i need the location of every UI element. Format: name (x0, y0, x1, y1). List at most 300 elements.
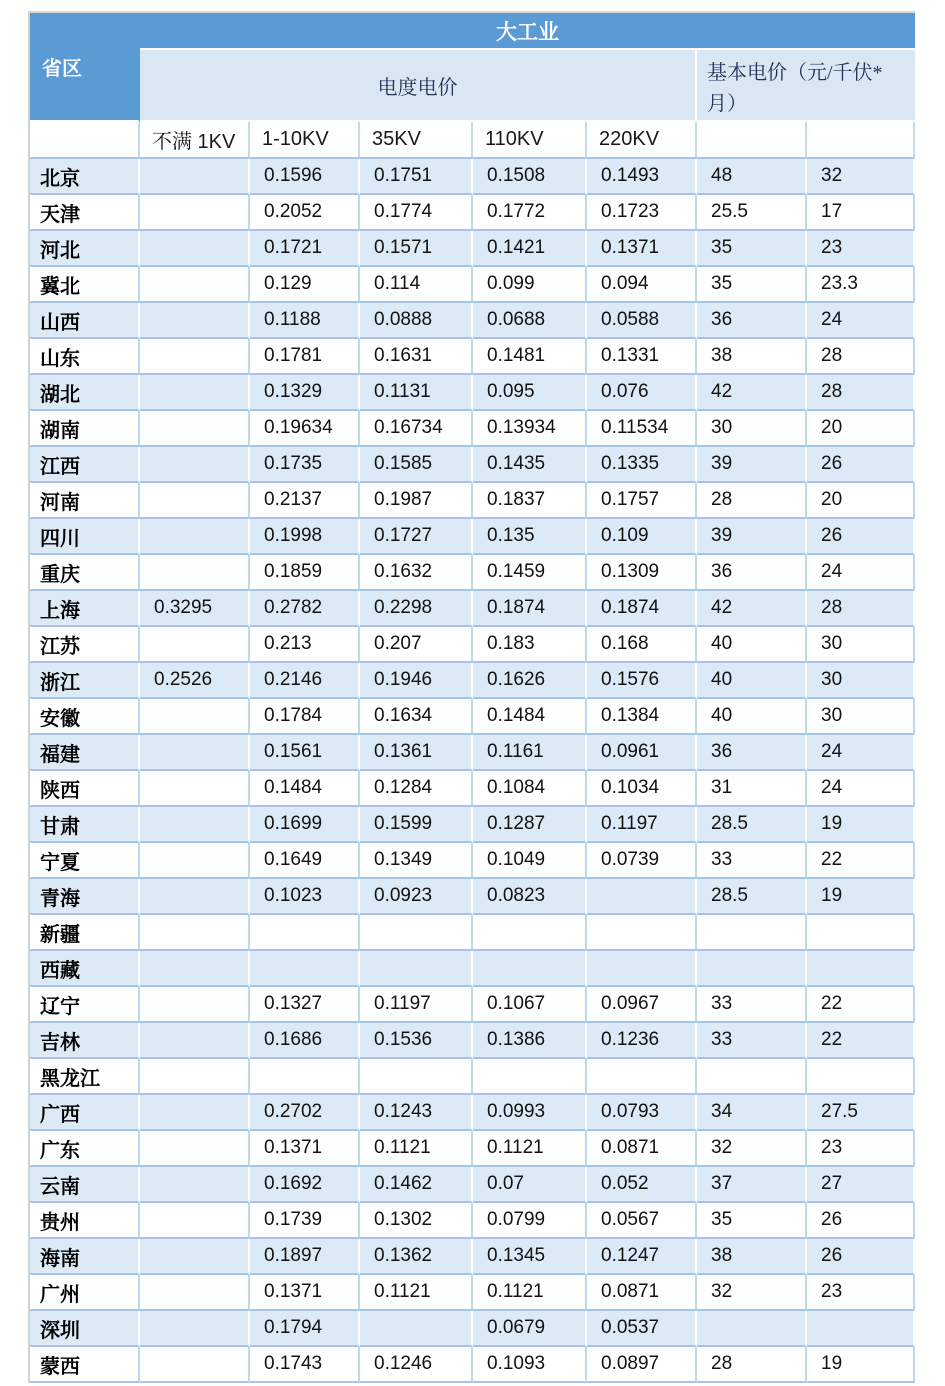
price-110kv-cell: 0.1121 (473, 1131, 587, 1167)
price-220kv-cell: 0.0897 (587, 1347, 697, 1383)
province-cell: 湖南 (30, 411, 140, 447)
price-35kv-cell: 0.2298 (360, 591, 473, 627)
price-110kv-cell (473, 951, 587, 987)
voltage-header-220kv: 220KV (587, 122, 697, 159)
basic-price-cell-2: 24 (807, 555, 915, 591)
price-220kv-cell: 0.0871 (587, 1275, 697, 1311)
basic-price-cell-1: 31 (697, 771, 807, 807)
price-under-1kv-cell (140, 1239, 250, 1275)
price-under-1kv-cell (140, 447, 250, 483)
price-110kv-cell: 0.0679 (473, 1311, 587, 1347)
table-row (30, 843, 915, 879)
basic-price-cell-2: 30 (807, 699, 915, 735)
price-1-10kv-cell: 0.1897 (250, 1239, 360, 1275)
basic-price-cell-1: 36 (697, 735, 807, 771)
price-1-10kv-cell: 0.1649 (250, 843, 360, 879)
price-under-1kv-cell (140, 483, 250, 519)
basic-price-cell-2: 26 (807, 447, 915, 483)
province-cell: 上海 (30, 591, 140, 627)
price-110kv-cell: 0.1067 (473, 987, 587, 1023)
price-35kv-cell: 0.1632 (360, 555, 473, 591)
price-1-10kv-cell: 0.1484 (250, 771, 360, 807)
price-under-1kv-cell (140, 303, 250, 339)
price-110kv-cell: 0.1772 (473, 195, 587, 231)
price-110kv-cell: 0.1508 (473, 159, 587, 195)
price-under-1kv-cell (140, 771, 250, 807)
price-1-10kv-cell: 0.1561 (250, 735, 360, 771)
price-35kv-cell: 0.114 (360, 267, 473, 303)
price-1-10kv-cell (250, 951, 360, 987)
basic-price-cell-1: 42 (697, 591, 807, 627)
price-110kv-cell: 0.13934 (473, 411, 587, 447)
basic-price-cell-1: 30 (697, 411, 807, 447)
price-220kv-cell: 0.076 (587, 375, 697, 411)
table-row (30, 807, 915, 843)
basic-price-cell-1: 40 (697, 663, 807, 699)
table-row (30, 1095, 915, 1131)
price-35kv-cell (360, 951, 473, 987)
price-110kv-cell: 0.1121 (473, 1275, 587, 1311)
table-row (30, 1203, 915, 1239)
basic-price-cell-1: 35 (697, 231, 807, 267)
province-cell: 黑龙江 (30, 1059, 140, 1095)
price-220kv-cell: 0.1034 (587, 771, 697, 807)
price-under-1kv-cell (140, 231, 250, 267)
basic-price-cell-1: 48 (697, 159, 807, 195)
table-row (30, 627, 915, 663)
province-cell: 宁夏 (30, 843, 140, 879)
table-row (30, 1131, 915, 1167)
price-35kv-cell: 0.0923 (360, 879, 473, 915)
province-cell: 天津 (30, 195, 140, 231)
table-row (30, 1167, 915, 1203)
table-row (30, 915, 915, 951)
price-1-10kv-cell: 0.1794 (250, 1311, 360, 1347)
table-row (30, 951, 915, 987)
province-cell: 新疆 (30, 915, 140, 951)
price-220kv-cell: 0.109 (587, 519, 697, 555)
basic-price-cell-1: 28 (697, 483, 807, 519)
price-1-10kv-cell: 0.1327 (250, 987, 360, 1023)
province-cell: 云南 (30, 1167, 140, 1203)
basic-price-cell-1: 36 (697, 303, 807, 339)
table-row (30, 1311, 915, 1347)
price-1-10kv-cell: 0.1743 (250, 1347, 360, 1383)
price-220kv-cell: 0.0967 (587, 987, 697, 1023)
price-1-10kv-cell: 0.1371 (250, 1275, 360, 1311)
price-220kv-cell: 0.1236 (587, 1023, 697, 1059)
province-cell: 河南 (30, 483, 140, 519)
province-cell: 河北 (30, 231, 140, 267)
province-cell: 甘肃 (30, 807, 140, 843)
price-220kv-cell: 0.0871 (587, 1131, 697, 1167)
basic-price-cell-1: 39 (697, 447, 807, 483)
province-cell: 山西 (30, 303, 140, 339)
table-row (30, 1239, 915, 1275)
price-35kv-cell: 0.1131 (360, 375, 473, 411)
price-35kv-cell: 0.1536 (360, 1023, 473, 1059)
price-under-1kv-cell (140, 1275, 250, 1311)
table-row (30, 1347, 915, 1383)
province-cell: 西藏 (30, 951, 140, 987)
price-110kv-cell: 0.1435 (473, 447, 587, 483)
price-220kv-cell: 0.1371 (587, 231, 697, 267)
basic-price-cell-1 (697, 1059, 807, 1095)
price-under-1kv-cell (140, 411, 250, 447)
price-220kv-cell: 0.1335 (587, 447, 697, 483)
price-35kv-cell: 0.207 (360, 627, 473, 663)
price-220kv-cell: 0.1384 (587, 699, 697, 735)
price-220kv-cell: 0.1874 (587, 591, 697, 627)
header-row-voltage (30, 122, 915, 159)
price-under-1kv-cell (140, 1095, 250, 1131)
price-220kv-cell: 0.1757 (587, 483, 697, 519)
price-1-10kv-cell: 0.213 (250, 627, 360, 663)
province-cell: 陕西 (30, 771, 140, 807)
province-cell: 广州 (30, 1275, 140, 1311)
price-1-10kv-cell: 0.1735 (250, 447, 360, 483)
basic-price-cell-1: 33 (697, 1023, 807, 1059)
price-35kv-cell: 0.1727 (360, 519, 473, 555)
group-header-basic-price: 基本电价（元/千伏*月） (697, 50, 915, 122)
price-under-1kv-cell (140, 735, 250, 771)
price-1-10kv-cell: 0.1784 (250, 699, 360, 735)
basic-price-cell-2: 24 (807, 771, 915, 807)
price-under-1kv-cell (140, 1131, 250, 1167)
basic-price-cell-1: 36 (697, 555, 807, 591)
province-cell: 四川 (30, 519, 140, 555)
price-under-1kv-cell (140, 807, 250, 843)
price-220kv-cell: 0.1247 (587, 1239, 697, 1275)
header-row-title (30, 13, 915, 50)
table-body (30, 159, 915, 1383)
table-row (30, 663, 915, 699)
voltage-header-35kv: 35KV (360, 122, 473, 159)
table-row (30, 339, 915, 375)
province-cell: 冀北 (30, 267, 140, 303)
price-1-10kv-cell (250, 915, 360, 951)
province-cell: 广西 (30, 1095, 140, 1131)
price-1-10kv-cell: 0.1596 (250, 159, 360, 195)
price-110kv-cell: 0.099 (473, 267, 587, 303)
price-under-1kv-cell (140, 267, 250, 303)
price-220kv-cell (587, 915, 697, 951)
price-1-10kv-cell: 0.1998 (250, 519, 360, 555)
table-row (30, 1275, 915, 1311)
price-220kv-cell: 0.1309 (587, 555, 697, 591)
basic-price-cell-1: 40 (697, 627, 807, 663)
price-under-1kv-cell (140, 1023, 250, 1059)
price-1-10kv-cell: 0.2137 (250, 483, 360, 519)
province-cell: 江西 (30, 447, 140, 483)
price-110kv-cell: 0.0823 (473, 879, 587, 915)
basic-price-cell-2: 24 (807, 303, 915, 339)
table-row (30, 1023, 915, 1059)
price-110kv-cell: 0.183 (473, 627, 587, 663)
price-220kv-cell: 0.11534 (587, 411, 697, 447)
price-110kv-cell: 0.1837 (473, 483, 587, 519)
basic-price-cell-2 (807, 1059, 915, 1095)
basic-price-cell-2: 24 (807, 735, 915, 771)
province-cell: 贵州 (30, 1203, 140, 1239)
price-1-10kv-cell: 0.2702 (250, 1095, 360, 1131)
price-220kv-cell (587, 951, 697, 987)
price-35kv-cell: 0.1362 (360, 1239, 473, 1275)
price-110kv-cell: 0.135 (473, 519, 587, 555)
table-row (30, 771, 915, 807)
price-110kv-cell: 0.1421 (473, 231, 587, 267)
basic-price-cell-2: 30 (807, 663, 915, 699)
price-220kv-cell: 0.094 (587, 267, 697, 303)
price-110kv-cell (473, 1059, 587, 1095)
price-220kv-cell: 0.0793 (587, 1095, 697, 1131)
price-1-10kv-cell: 0.129 (250, 267, 360, 303)
price-under-1kv-cell (140, 879, 250, 915)
province-cell: 安徽 (30, 699, 140, 735)
price-35kv-cell: 0.1987 (360, 483, 473, 519)
basic-price-cell-1: 28.5 (697, 879, 807, 915)
price-under-1kv-cell (140, 519, 250, 555)
corner-header-province: 省区 (30, 13, 140, 122)
price-under-1kv-cell (140, 1311, 250, 1347)
table-header (30, 13, 915, 159)
price-35kv-cell (360, 915, 473, 951)
price-35kv-cell: 0.1197 (360, 987, 473, 1023)
basic-price-cell-2: 23 (807, 231, 915, 267)
table-row (30, 267, 915, 303)
province-cell: 湖北 (30, 375, 140, 411)
price-under-1kv-cell (140, 987, 250, 1023)
table-row (30, 735, 915, 771)
basic-price-cell-1: 42 (697, 375, 807, 411)
basic-price-cell-2: 28 (807, 339, 915, 375)
price-35kv-cell: 0.1284 (360, 771, 473, 807)
price-under-1kv-cell (140, 843, 250, 879)
table-row (30, 555, 915, 591)
price-110kv-cell: 0.1345 (473, 1239, 587, 1275)
province-cell: 海南 (30, 1239, 140, 1275)
basic-price-cell-1: 39 (697, 519, 807, 555)
price-under-1kv-cell (140, 1203, 250, 1239)
price-1-10kv-cell: 0.1859 (250, 555, 360, 591)
basic-price-cell-2: 20 (807, 483, 915, 519)
basic-price-cell-1: 33 (697, 987, 807, 1023)
voltage-header-1-10kv: 1-10KV (250, 122, 360, 159)
province-cell: 辽宁 (30, 987, 140, 1023)
province-cell: 浙江 (30, 663, 140, 699)
price-35kv-cell: 0.1571 (360, 231, 473, 267)
price-110kv-cell: 0.0993 (473, 1095, 587, 1131)
price-35kv-cell: 0.1634 (360, 699, 473, 735)
province-cell: 吉林 (30, 1023, 140, 1059)
table-row (30, 519, 915, 555)
basic-price-cell-2 (807, 1311, 915, 1347)
province-cell: 广东 (30, 1131, 140, 1167)
table-row (30, 483, 915, 519)
price-35kv-cell: 0.1121 (360, 1275, 473, 1311)
price-220kv-cell: 0.0588 (587, 303, 697, 339)
price-under-1kv-cell: 0.2526 (140, 663, 250, 699)
basic-price-cell-2: 17 (807, 195, 915, 231)
price-35kv-cell: 0.1751 (360, 159, 473, 195)
basic-price-subheader-1 (697, 122, 807, 159)
province-cell: 青海 (30, 879, 140, 915)
price-220kv-cell: 0.0739 (587, 843, 697, 879)
price-35kv-cell: 0.1349 (360, 843, 473, 879)
basic-price-cell-2: 30 (807, 627, 915, 663)
table-row (30, 411, 915, 447)
price-35kv-cell: 0.1302 (360, 1203, 473, 1239)
price-110kv-cell: 0.1084 (473, 771, 587, 807)
price-under-1kv-cell (140, 195, 250, 231)
basic-price-cell-1: 28 (697, 1347, 807, 1383)
price-under-1kv-cell (140, 1059, 250, 1095)
voltage-header-110kv: 110KV (473, 122, 587, 159)
table-row (30, 231, 915, 267)
price-1-10kv-cell: 0.1692 (250, 1167, 360, 1203)
basic-price-cell-2: 19 (807, 879, 915, 915)
price-110kv-cell: 0.1626 (473, 663, 587, 699)
price-220kv-cell: 0.168 (587, 627, 697, 663)
price-1-10kv-cell: 0.1023 (250, 879, 360, 915)
basic-price-cell-1: 28.5 (697, 807, 807, 843)
price-under-1kv-cell (140, 339, 250, 375)
table-row (30, 987, 915, 1023)
basic-price-cell-2: 22 (807, 987, 915, 1023)
basic-price-cell-2: 23 (807, 1275, 915, 1311)
basic-price-cell-2: 23.3 (807, 267, 915, 303)
table-row (30, 159, 915, 195)
basic-price-cell-2: 22 (807, 843, 915, 879)
price-under-1kv-cell (140, 699, 250, 735)
basic-price-cell-2: 19 (807, 807, 915, 843)
basic-price-cell-1 (697, 915, 807, 951)
table-row (30, 303, 915, 339)
price-110kv-cell: 0.07 (473, 1167, 587, 1203)
price-220kv-cell: 0.1723 (587, 195, 697, 231)
basic-price-cell-2 (807, 915, 915, 951)
price-35kv-cell (360, 1059, 473, 1095)
basic-price-cell-2: 26 (807, 1239, 915, 1275)
price-1-10kv-cell: 0.1188 (250, 303, 360, 339)
price-1-10kv-cell: 0.2146 (250, 663, 360, 699)
basic-price-cell-2: 28 (807, 591, 915, 627)
voltage-header-empty (30, 122, 140, 159)
price-110kv-cell: 0.1161 (473, 735, 587, 771)
group-header-energy-price: 电度电价 (140, 50, 697, 122)
basic-price-cell-2: 26 (807, 1203, 915, 1239)
basic-price-cell-1: 40 (697, 699, 807, 735)
price-35kv-cell: 0.1246 (360, 1347, 473, 1383)
province-cell: 江苏 (30, 627, 140, 663)
price-35kv-cell: 0.1585 (360, 447, 473, 483)
basic-price-cell-1: 35 (697, 1203, 807, 1239)
price-220kv-cell: 0.052 (587, 1167, 697, 1203)
basic-price-subheader-2 (807, 122, 915, 159)
price-under-1kv-cell (140, 915, 250, 951)
price-110kv-cell: 0.0688 (473, 303, 587, 339)
price-110kv-cell: 0.1874 (473, 591, 587, 627)
price-1-10kv-cell: 0.2052 (250, 195, 360, 231)
price-35kv-cell (360, 1311, 473, 1347)
price-110kv-cell: 0.1459 (473, 555, 587, 591)
basic-price-cell-1: 38 (697, 1239, 807, 1275)
basic-price-cell-2: 28 (807, 375, 915, 411)
price-1-10kv-cell: 0.1686 (250, 1023, 360, 1059)
price-35kv-cell: 0.1599 (360, 807, 473, 843)
price-1-10kv-cell: 0.1781 (250, 339, 360, 375)
basic-price-cell-1: 33 (697, 843, 807, 879)
price-under-1kv-cell (140, 159, 250, 195)
province-cell: 蒙西 (30, 1347, 140, 1383)
price-35kv-cell: 0.16734 (360, 411, 473, 447)
basic-price-cell-1: 35 (697, 267, 807, 303)
table-row (30, 375, 915, 411)
price-110kv-cell: 0.1093 (473, 1347, 587, 1383)
table-row (30, 591, 915, 627)
basic-price-cell-2: 26 (807, 519, 915, 555)
province-cell: 山东 (30, 339, 140, 375)
price-110kv-cell: 0.1481 (473, 339, 587, 375)
basic-price-cell-1: 32 (697, 1131, 807, 1167)
province-cell: 深圳 (30, 1311, 140, 1347)
price-110kv-cell: 0.1386 (473, 1023, 587, 1059)
price-1-10kv-cell (250, 1059, 360, 1095)
basic-price-cell-2: 32 (807, 159, 915, 195)
price-1-10kv-cell: 0.19634 (250, 411, 360, 447)
table-row (30, 879, 915, 915)
price-220kv-cell: 0.1197 (587, 807, 697, 843)
price-35kv-cell: 0.1361 (360, 735, 473, 771)
price-35kv-cell: 0.1462 (360, 1167, 473, 1203)
province-cell: 福建 (30, 735, 140, 771)
basic-price-cell-2: 20 (807, 411, 915, 447)
province-cell: 重庆 (30, 555, 140, 591)
province-cell: 北京 (30, 159, 140, 195)
price-220kv-cell: 0.0961 (587, 735, 697, 771)
table-title: 大工业 (140, 13, 915, 50)
price-35kv-cell: 0.1243 (360, 1095, 473, 1131)
table-row (30, 1059, 915, 1095)
price-220kv-cell: 0.1576 (587, 663, 697, 699)
price-1-10kv-cell: 0.1371 (250, 1131, 360, 1167)
price-under-1kv-cell (140, 1167, 250, 1203)
price-1-10kv-cell: 0.1739 (250, 1203, 360, 1239)
price-110kv-cell: 0.095 (473, 375, 587, 411)
basic-price-cell-2: 27 (807, 1167, 915, 1203)
price-35kv-cell: 0.1946 (360, 663, 473, 699)
price-under-1kv-cell (140, 375, 250, 411)
price-1-10kv-cell: 0.1721 (250, 231, 360, 267)
basic-price-cell-1 (697, 1311, 807, 1347)
price-220kv-cell (587, 879, 697, 915)
price-110kv-cell: 0.1049 (473, 843, 587, 879)
price-110kv-cell (473, 915, 587, 951)
price-1-10kv-cell: 0.1699 (250, 807, 360, 843)
basic-price-cell-2: 23 (807, 1131, 915, 1167)
table-row (30, 195, 915, 231)
price-under-1kv-cell (140, 627, 250, 663)
price-35kv-cell: 0.0888 (360, 303, 473, 339)
basic-price-cell-2: 19 (807, 1347, 915, 1383)
basic-price-cell-1 (697, 951, 807, 987)
price-220kv-cell: 0.0567 (587, 1203, 697, 1239)
basic-price-cell-1: 37 (697, 1167, 807, 1203)
price-under-1kv-cell (140, 555, 250, 591)
basic-price-cell-1: 34 (697, 1095, 807, 1131)
price-1-10kv-cell: 0.2782 (250, 591, 360, 627)
basic-price-cell-1: 32 (697, 1275, 807, 1311)
